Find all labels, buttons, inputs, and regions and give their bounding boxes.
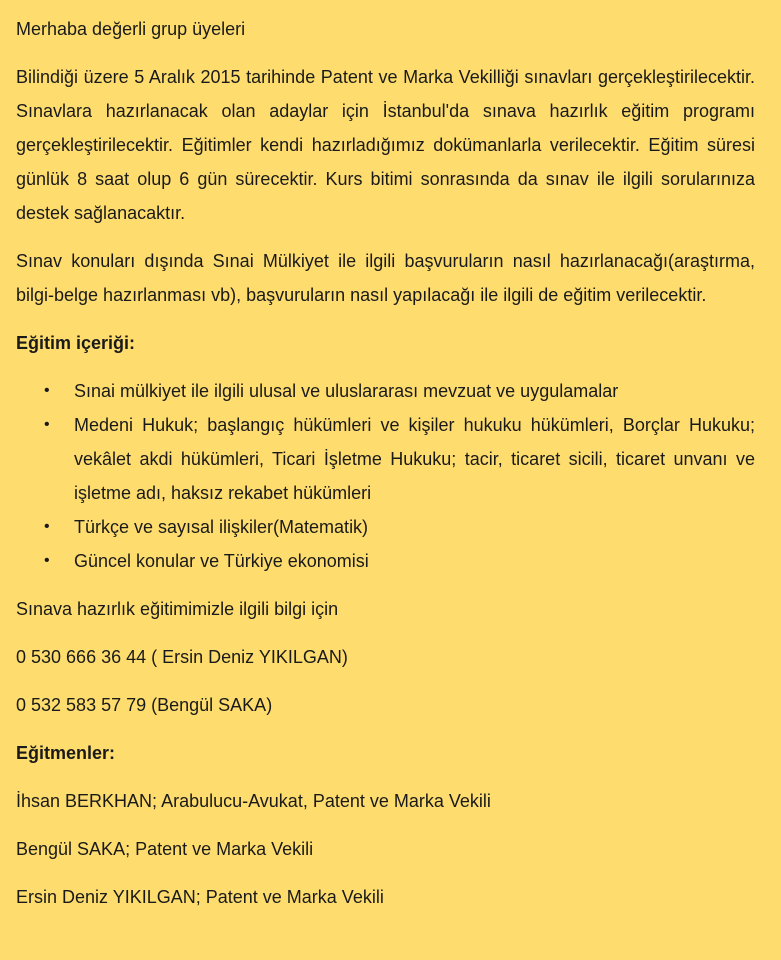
list-item-text: Güncel konular ve Türkiye ekonomisi	[74, 551, 369, 571]
trainer-entry: Bengül SAKA; Patent ve Marka Vekili	[16, 839, 314, 859]
content-list	[16, 374, 755, 578]
intro-paragraph: Bilindiği üzere 5 Aralık 2015 tarihinde Patent ve Marka Vekilliği sınavları gerçekleştirilecektir. Sınavlara hazırlanacak olan adaylar için İstanbul'da sınava hazırlık eğitim programı gerçekleştirilecektir. Eğitimler kendi hazırladığımız dokümanlarla verilecektir. Eğitim süresi günlük 8 saat olup 6 gün sürecektir. Kurs bitimi sonrasında da sınav ile ilgili sorularınıza destek sağlanacaktır.	[16, 67, 755, 223]
bullet-icon: •	[44, 382, 50, 399]
list-item-text: Sınai mülkiyet ile ilgili ulusal ve uluslararası mevzuat ve uygulamalar	[74, 381, 619, 401]
bullet-icon: •	[44, 416, 50, 433]
content-heading: Eğitim içeriği:	[16, 333, 136, 353]
greeting: Merhaba değerli grup üyeleri	[16, 19, 246, 39]
info-text: Sınava hazırlık eğitimimizle ilgili bilgi için	[16, 599, 339, 619]
trainers-heading: Eğitmenler:	[16, 743, 116, 763]
bullet-icon: •	[44, 518, 50, 535]
bullet-icon: •	[44, 552, 50, 569]
trainer-entry: Ersin Deniz YIKILGAN; Patent ve Marka Vekili	[16, 887, 384, 907]
list-item	[16, 510, 755, 544]
contact-phone: 0 532 583 57 79 (Bengül SAKA)	[16, 695, 273, 715]
list-item	[16, 544, 755, 578]
list-item-text: Türkçe ve sayısal ilişkiler(Matematik)	[74, 517, 369, 537]
list-item-text: Medeni Hukuk; başlangıç hükümleri ve kişiler hukuku hükümleri, Borçlar Hukuku; vekâlet akdi hükümleri, Ticari İşletme Hukuku; tacir, ticaret sicili, ticaret unvanı ve işletme adı, haksız rekabet hükümleri	[74, 415, 755, 503]
topics-paragraph: Sınav konuları dışında Sınai Mülkiyet ile ilgili başvuruların nasıl hazırlanacağı(araştırma, bilgi-belge hazırlanması vb), başvuruların nasıl yapılacağı ile ilgili de eğitim verilecektir.	[16, 251, 755, 305]
trainer-entry: İhsan BERKHAN; Arabulucu-Avukat, Patent ve Marka Vekili	[16, 791, 491, 811]
list-item	[16, 408, 755, 510]
list-item	[16, 374, 755, 408]
contact-phone: 0 530 666 36 44 ( Ersin Deniz YIKILGAN)	[16, 647, 348, 667]
